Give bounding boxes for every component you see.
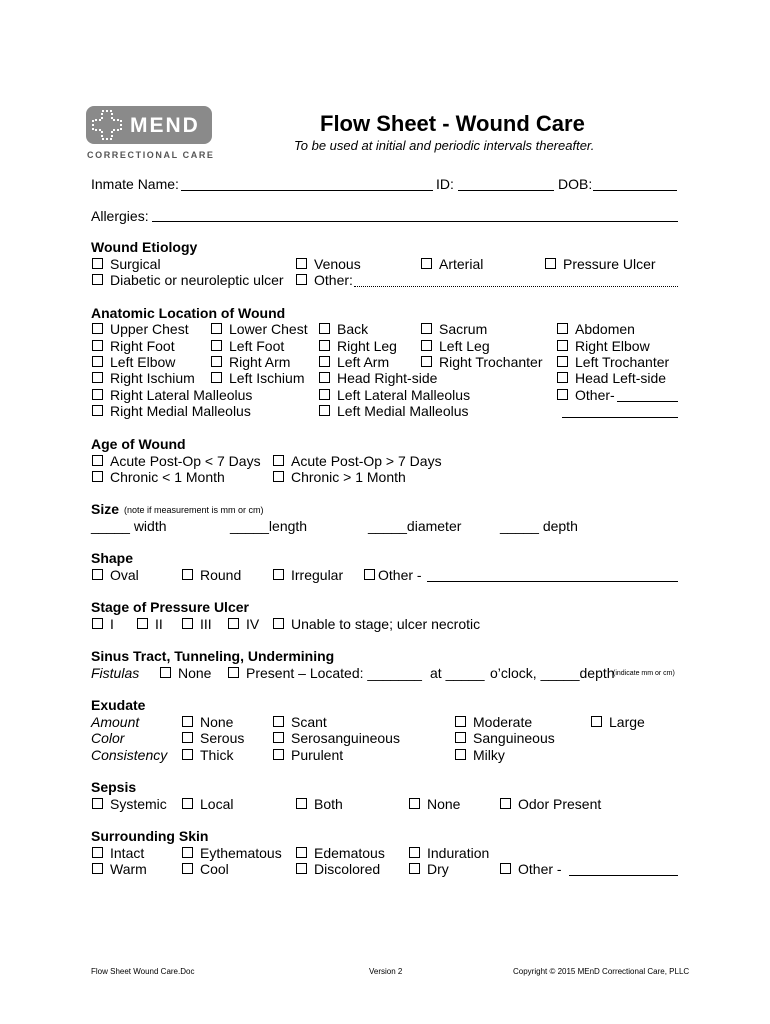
left-ischium-checkbox[interactable] (211, 372, 222, 383)
moderate-checkbox[interactable] (455, 716, 466, 727)
systemic-checkbox[interactable] (92, 798, 103, 809)
stage-4-checkbox[interactable] (228, 618, 239, 629)
sinus-none-label: None (178, 665, 212, 681)
large-label: Large (609, 714, 645, 730)
round-checkbox[interactable] (182, 569, 193, 580)
abdomen-checkbox[interactable] (557, 323, 568, 334)
thick-label: Thick (200, 747, 234, 763)
surgical-label: Surgical (110, 256, 161, 272)
color-label: Color (91, 730, 125, 746)
both-checkbox[interactable] (296, 798, 307, 809)
back-label: Back (337, 321, 369, 337)
right-ischium-checkbox[interactable] (92, 372, 103, 383)
sinus-oclock-depth-field[interactable]: o’clock, _____depth (490, 665, 615, 681)
id-field[interactable] (458, 190, 554, 191)
sinus-none-checkbox[interactable] (160, 667, 171, 678)
right-ischium-label: Right Ischium (110, 370, 195, 386)
etiology-other-checkbox[interactable] (296, 274, 307, 285)
chronic-lt-checkbox[interactable] (92, 471, 103, 482)
shape-other-checkbox[interactable] (364, 569, 375, 580)
unable-to-stage-label: Unable to stage; ulcer necrotic (291, 616, 481, 632)
location-other-field[interactable] (617, 401, 678, 402)
etiology-heading: Wound Etiology (91, 239, 198, 255)
left-leg-checkbox[interactable] (421, 340, 432, 351)
etiology-other-label: Other: (314, 272, 353, 288)
depth-field[interactable]: _____ depth (500, 518, 578, 534)
sanguineous-checkbox[interactable] (455, 732, 466, 743)
stage-heading: Stage of Pressure Ulcer (91, 599, 249, 615)
moderate-label: Moderate (473, 714, 533, 730)
left-foot-checkbox[interactable] (211, 340, 222, 351)
length-field[interactable]: _____length (230, 518, 308, 534)
inmate-label: Inmate Name: (91, 176, 179, 192)
left-medial-malleolus-checkbox[interactable] (319, 405, 330, 416)
right-arm-checkbox[interactable] (211, 356, 222, 367)
sinus-heading: Sinus Tract, Tunneling, Undermining (91, 648, 335, 664)
oval-label: Oval (110, 567, 139, 583)
large-checkbox[interactable] (591, 716, 602, 727)
left-medial-malleolus-label: Left Medial Malleolus (337, 403, 469, 419)
venous-label: Venous (314, 256, 361, 272)
logo-badge (86, 106, 212, 144)
head-left-checkbox[interactable] (557, 372, 568, 383)
logo-text: MEND (130, 114, 200, 137)
venous-checkbox[interactable] (296, 258, 307, 269)
lower-chest-checkbox[interactable] (211, 323, 222, 334)
upper-chest-checkbox[interactable] (92, 323, 103, 334)
chronic-lt-label: Chronic < 1 Month (110, 469, 225, 485)
pressure-ulcer-checkbox[interactable] (545, 258, 556, 269)
milky-label: Milky (473, 747, 505, 763)
induration-label: Induration (427, 845, 490, 861)
scant-checkbox[interactable] (273, 716, 284, 727)
irregular-checkbox[interactable] (273, 569, 284, 580)
systemic-label: Systemic (110, 796, 167, 812)
head-right-checkbox[interactable] (319, 372, 330, 383)
left-elbow-checkbox[interactable] (92, 356, 103, 367)
footer-version: Version 2 (369, 967, 403, 976)
left-arm-checkbox[interactable] (319, 356, 330, 367)
footer-copyright: Copyright © 2015 MEnD Correctional Care, PLLC (513, 967, 690, 976)
right-lateral-malleolus-checkbox[interactable] (92, 389, 103, 400)
stage-3-checkbox[interactable] (182, 618, 193, 629)
sepsis-none-checkbox[interactable] (409, 798, 420, 809)
right-medial-malleolus-label: Right Medial Malleolus (110, 403, 251, 419)
consistency-label: Consistency (91, 747, 168, 763)
skin-other-checkbox[interactable] (500, 863, 511, 874)
right-arm-label: Right Arm (229, 354, 291, 370)
amount-none-checkbox[interactable] (182, 716, 193, 727)
acute-lt-checkbox[interactable] (92, 455, 103, 466)
age-heading: Age of Wound (91, 436, 186, 452)
shape-other-label: Other - (378, 567, 422, 583)
sepsis-heading: Sepsis (91, 779, 137, 795)
amount-none-label: None (200, 714, 234, 730)
skin-heading: Surrounding Skin (91, 828, 209, 844)
discolored-checkbox[interactable] (296, 863, 307, 874)
both-label: Both (314, 796, 343, 812)
local-label: Local (200, 796, 234, 812)
skin-other-label: Other - (518, 861, 562, 877)
skin-other-field[interactable] (569, 875, 678, 876)
page-subtitle: To be used at initial and periodic intervals thereafter. (294, 138, 595, 153)
inmate-name-field[interactable] (181, 190, 433, 191)
oval-checkbox[interactable] (92, 569, 103, 580)
discolored-label: Discolored (314, 861, 381, 877)
head-right-label: Head Right-side (337, 370, 438, 386)
logo (86, 106, 214, 164)
shape-other-field[interactable] (427, 581, 678, 582)
pressure-ulcer-label: Pressure Ulcer (563, 256, 656, 272)
milky-checkbox[interactable] (455, 749, 466, 760)
serous-label: Serous (200, 730, 245, 746)
right-trochanter-checkbox[interactable] (421, 356, 432, 367)
local-checkbox[interactable] (182, 798, 193, 809)
id-label: ID: (436, 176, 454, 192)
left-ischium-label: Left Ischium (229, 370, 305, 386)
left-trochanter-checkbox[interactable] (557, 356, 568, 367)
stage-1-checkbox[interactable] (92, 618, 103, 629)
cool-checkbox[interactable] (182, 863, 193, 874)
left-leg-label: Left Leg (439, 338, 490, 354)
right-foot-checkbox[interactable] (92, 340, 103, 351)
left-arm-label: Left Arm (337, 354, 390, 370)
arterial-checkbox[interactable] (421, 258, 432, 269)
acute-gt-checkbox[interactable] (273, 455, 284, 466)
back-checkbox[interactable] (319, 323, 330, 334)
size-heading: Size (91, 501, 120, 517)
warm-checkbox[interactable] (92, 863, 103, 874)
exudate-heading: Exudate (91, 697, 146, 713)
eythematous-label: Eythematous (200, 845, 282, 861)
head-left-label: Head Left-side (575, 370, 667, 386)
sinus-present-label[interactable]: Present – Located: _______ (246, 665, 422, 681)
unable-to-stage-checkbox[interactable] (273, 618, 284, 629)
eythematous-checkbox[interactable] (182, 847, 193, 858)
shape-heading: Shape (91, 550, 134, 566)
left-foot-label: Left Foot (229, 338, 285, 354)
intact-checkbox[interactable] (92, 847, 103, 858)
dob-label: DOB: (558, 176, 593, 192)
right-leg-label: Right Leg (337, 338, 397, 354)
odor-present-label: Odor Present (518, 796, 602, 812)
allergies-field[interactable] (152, 221, 678, 222)
arterial-label: Arterial (439, 256, 484, 272)
scant-label: Scant (291, 714, 327, 730)
sinus-at-field[interactable]: at _____ (430, 665, 485, 681)
diabetic-checkbox[interactable] (92, 274, 103, 285)
acute-gt-label: Acute Post-Op > 7 Days (291, 453, 442, 469)
logo-subtext: CORRECTIONAL CARE (87, 150, 215, 160)
cool-label: Cool (200, 861, 229, 877)
left-lateral-malleolus-label: Left Lateral Malleolus (337, 387, 471, 403)
chronic-gt-label: Chronic > 1 Month (291, 469, 406, 485)
thick-checkbox[interactable] (182, 749, 193, 760)
etiology-other-field[interactable] (354, 286, 678, 287)
lower-chest-label: Lower Chest (229, 321, 308, 337)
right-foot-label: Right Foot (110, 338, 175, 354)
sanguineous-label: Sanguineous (473, 730, 555, 746)
location-other-label: Other- (575, 387, 615, 403)
left-elbow-label: Left Elbow (110, 354, 176, 370)
right-lateral-malleolus-label: Right Lateral Malleolus (110, 387, 253, 403)
sinus-indicate-note: (indicate mm or cm) (613, 670, 675, 677)
left-trochanter-label: Left Trochanter (575, 354, 670, 370)
purulent-label: Purulent (291, 747, 344, 763)
dry-label: Dry (427, 861, 449, 877)
stage-2-label: II (155, 616, 163, 632)
sepsis-none-label: None (427, 796, 461, 812)
stage-4-label: IV (246, 616, 260, 632)
page-title: Flow Sheet - Wound Care (320, 111, 585, 136)
warm-label: Warm (110, 861, 147, 877)
location-other-checkbox[interactable] (557, 389, 568, 400)
upper-chest-label: Upper Chest (110, 321, 189, 337)
induration-checkbox[interactable] (409, 847, 420, 858)
abdomen-label: Abdomen (575, 321, 635, 337)
location-heading: Anatomic Location of Wound (91, 305, 286, 321)
right-elbow-label: Right Elbow (575, 338, 650, 354)
right-elbow-checkbox[interactable] (557, 340, 568, 351)
cross-icon (90, 108, 124, 142)
amount-label: Amount (91, 714, 140, 730)
intact-label: Intact (110, 845, 145, 861)
dry-checkbox[interactable] (409, 863, 420, 874)
stage-2-checkbox[interactable] (137, 618, 148, 629)
diameter-field[interactable]: _____diameter (368, 518, 462, 534)
stage-1-label: I (110, 616, 114, 632)
serosanguineous-label: Serosanguineous (291, 730, 400, 746)
sacrum-label: Sacrum (439, 321, 488, 337)
purulent-checkbox[interactable] (273, 749, 284, 760)
right-leg-checkbox[interactable] (319, 340, 330, 351)
surgical-checkbox[interactable] (92, 258, 103, 269)
right-trochanter-label: Right Trochanter (439, 354, 543, 370)
irregular-label: Irregular (291, 567, 344, 583)
edematous-checkbox[interactable] (296, 847, 307, 858)
sacrum-checkbox[interactable] (421, 323, 432, 334)
acute-lt-label: Acute Post-Op < 7 Days (110, 453, 261, 469)
chronic-gt-checkbox[interactable] (273, 471, 284, 482)
dob-field[interactable] (593, 190, 677, 191)
allergies-label: Allergies: (91, 208, 149, 224)
sinus-present-checkbox[interactable] (228, 667, 239, 678)
edematous-label: Edematous (314, 845, 385, 861)
odor-present-checkbox[interactable] (500, 798, 511, 809)
round-label: Round (200, 567, 242, 583)
stage-3-label: III (200, 616, 212, 632)
fistulas-label: Fistulas (91, 665, 140, 681)
footer-file: Flow Sheet Wound Care.Doc (91, 967, 195, 976)
width-field[interactable]: _____ width (91, 518, 167, 534)
diabetic-label: Diabetic or neuroleptic ulcer (110, 272, 284, 288)
left-lateral-malleolus-checkbox[interactable] (319, 389, 330, 400)
right-medial-malleolus-checkbox[interactable] (92, 405, 103, 416)
serous-checkbox[interactable] (182, 732, 193, 743)
serosanguineous-checkbox[interactable] (273, 732, 284, 743)
size-note: (note if measurement is mm or cm) (124, 505, 264, 515)
location-other-field-2[interactable] (562, 417, 678, 418)
